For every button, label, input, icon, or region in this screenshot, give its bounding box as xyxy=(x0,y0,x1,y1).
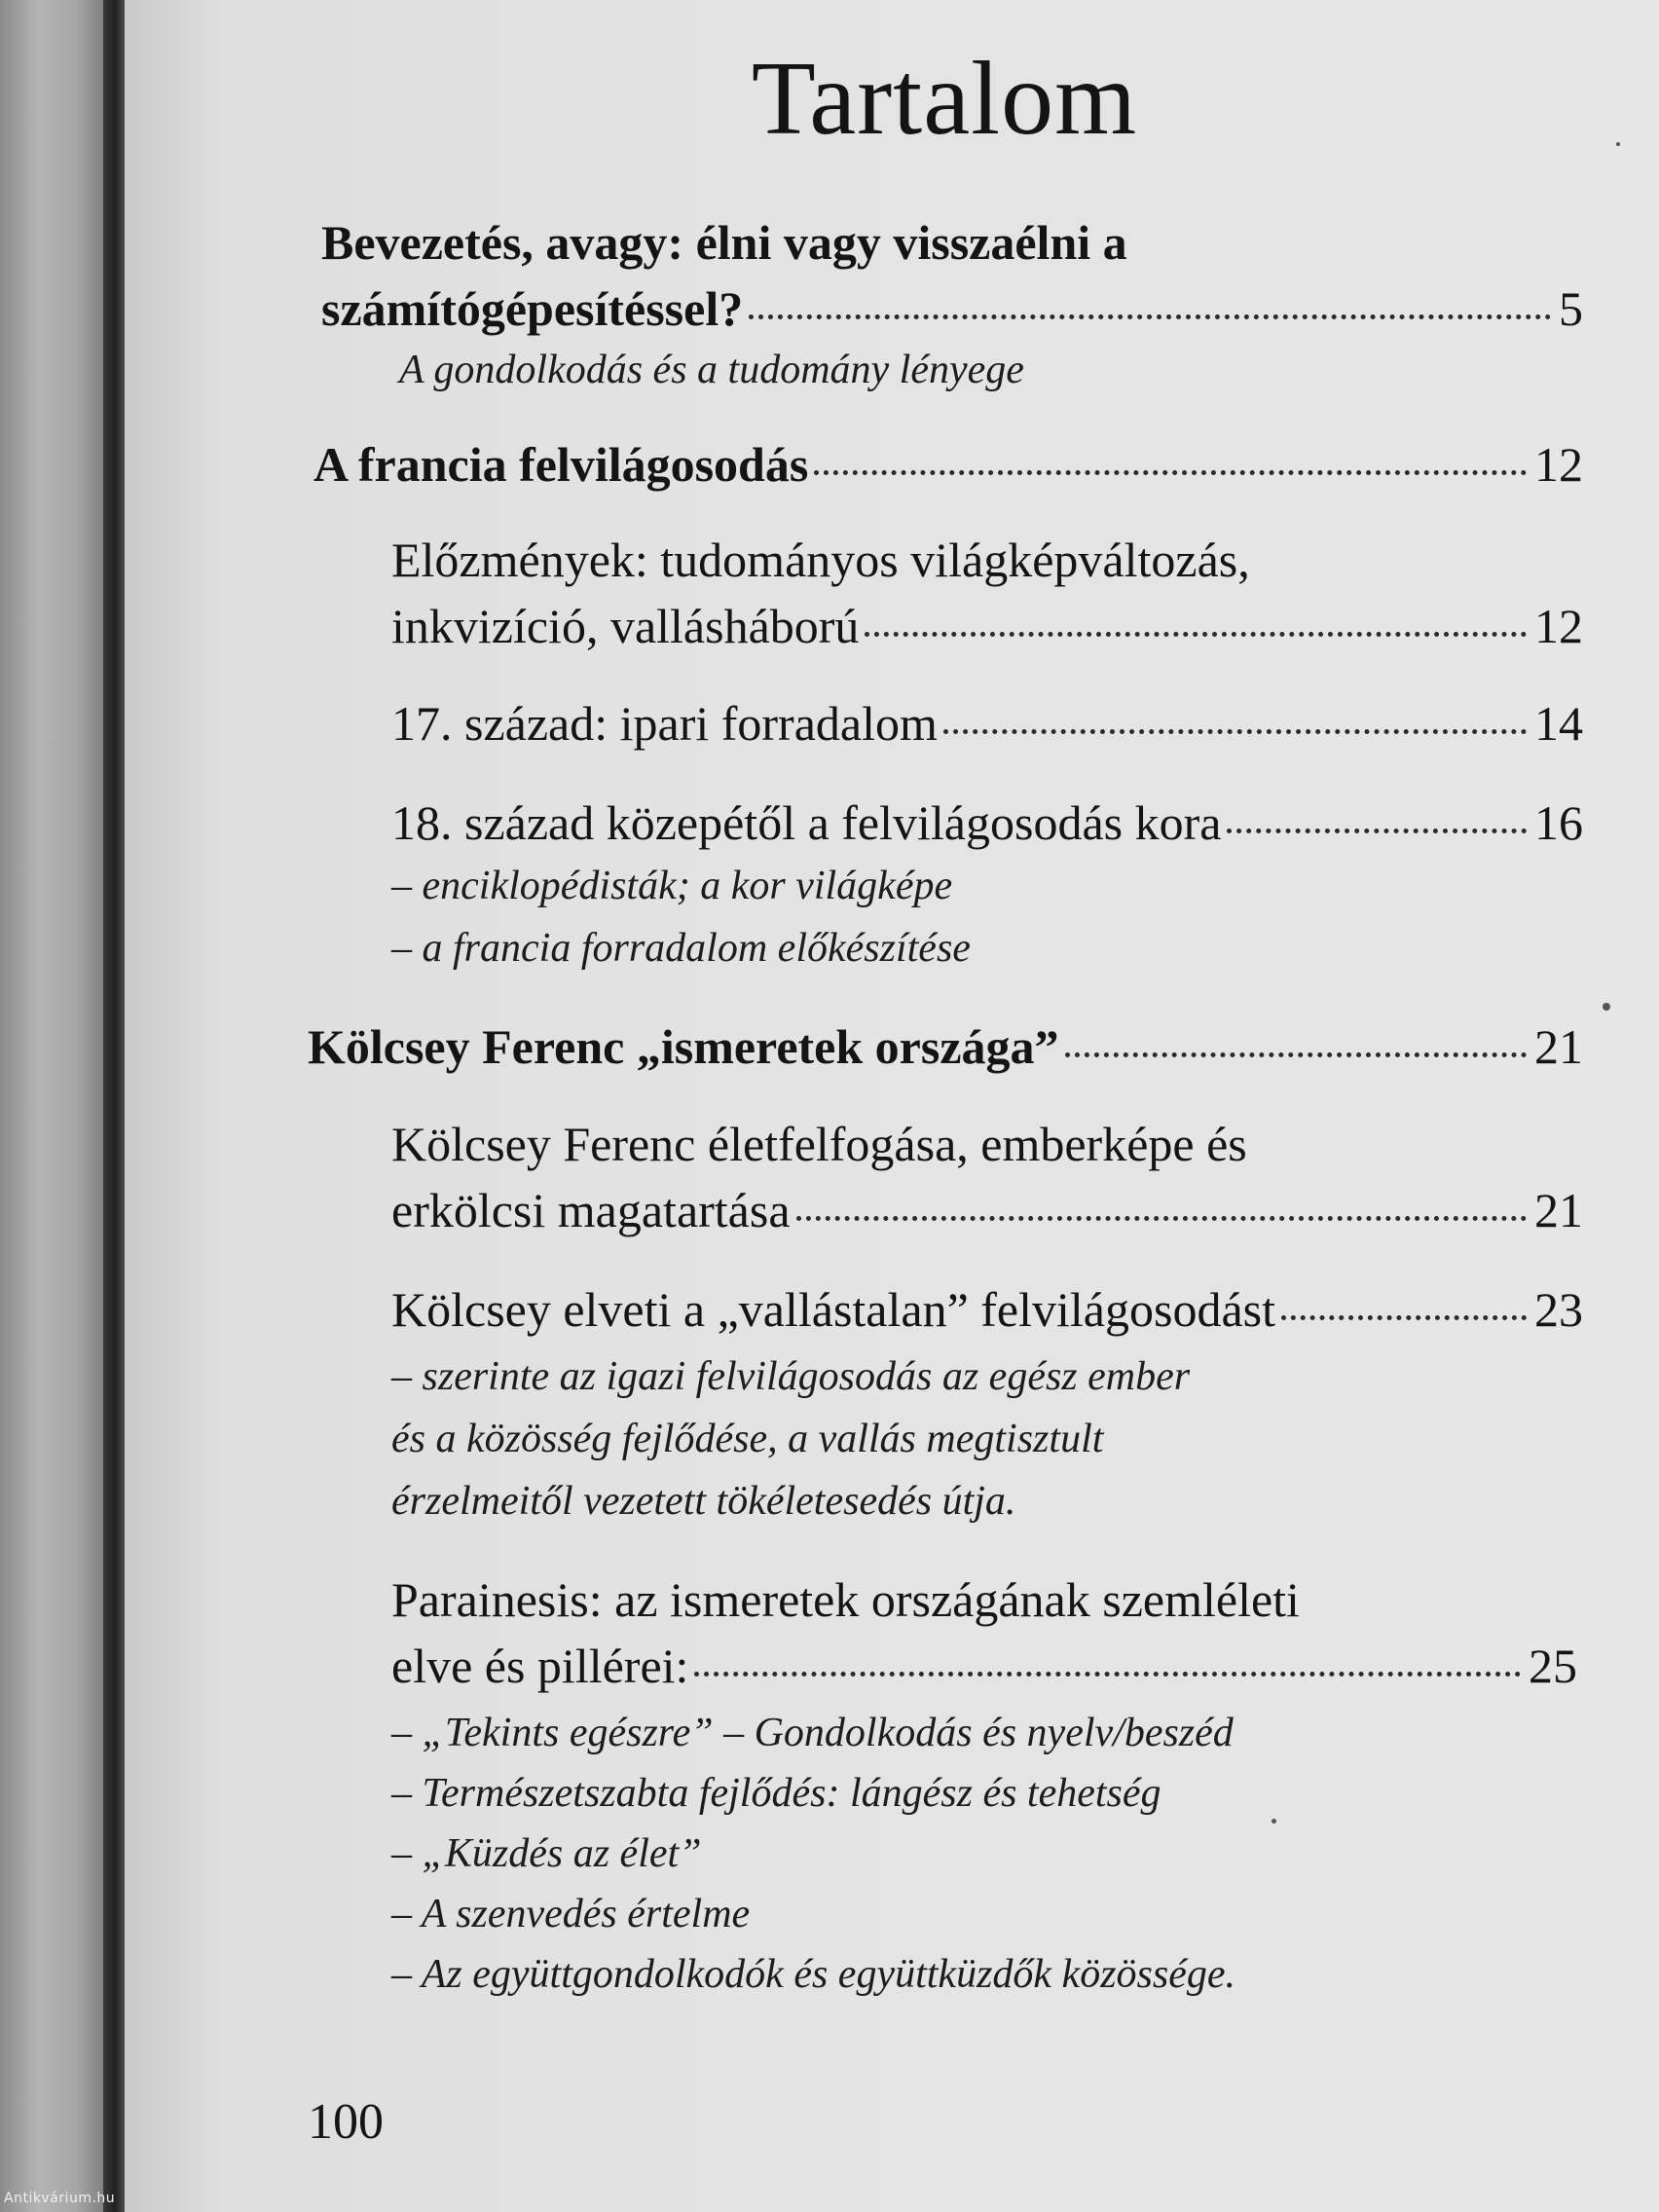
page-title: Tartalom xyxy=(751,41,1138,157)
dot-leader xyxy=(749,314,1551,319)
paper-speck xyxy=(1616,142,1620,146)
toc-ch2-s2-page: 14 xyxy=(1534,696,1583,751)
dot-leader xyxy=(814,470,1527,475)
toc-ch1-page: 5 xyxy=(1559,281,1583,336)
toc-ch1-title-line2: számítógépesítéssel? xyxy=(321,281,744,336)
dot-leader xyxy=(1065,1052,1527,1057)
toc-ch3-title: Kölcsey Ferenc „ismeretek országa” xyxy=(308,1019,1059,1074)
book-spine xyxy=(0,0,109,2212)
dot-leader xyxy=(865,632,1527,637)
dot-leader xyxy=(796,1216,1527,1221)
toc-ch3-s3-line2: elve és pillérei: xyxy=(391,1639,689,1693)
toc-ch3-s1-line2: erkölcsi magatartása xyxy=(391,1183,791,1237)
toc-ch3-s2-title: Kölcsey elveti a „vallástalan” felvilágosodást xyxy=(391,1282,1275,1337)
page-number: 100 xyxy=(308,2094,384,2150)
toc-ch1-entry[interactable] xyxy=(321,280,1583,347)
toc-ch3-s3-entry[interactable] xyxy=(391,1638,1577,1704)
dot-leader xyxy=(943,729,1527,734)
toc-ch2-s1-line2: inkvizíció, vallásháború xyxy=(391,599,860,653)
toc-ch2-entry[interactable] xyxy=(313,436,1583,502)
paper-speck xyxy=(1603,1003,1610,1011)
toc-ch2-s2-entry[interactable] xyxy=(391,695,1583,761)
toc-ch2-s1-line1: Előzmények: tudományos világképváltozás, xyxy=(391,533,1250,587)
toc-ch3-s3-note2: – Természetszabta fejlődés: lángész és tehetség xyxy=(391,1771,1161,1816)
toc-ch2-s3-entry[interactable] xyxy=(391,794,1583,861)
toc-ch3-s1-page: 21 xyxy=(1534,1183,1583,1237)
dot-leader xyxy=(1281,1315,1527,1320)
dot-leader xyxy=(694,1672,1521,1677)
watermark-text: Antikvárium.hu xyxy=(4,2191,116,2206)
toc-ch2-s3-note2: – a francia forradalom előkészítése xyxy=(391,926,971,971)
paper-speck xyxy=(1272,1819,1276,1824)
toc-ch2-title: A francia felvilágosodás xyxy=(313,437,809,492)
toc-ch3-s3-line1: Parainesis: az ismeretek országának szemléleti xyxy=(391,1572,1300,1627)
toc-ch3-s2-entry[interactable] xyxy=(391,1281,1583,1347)
dot-leader xyxy=(1227,829,1527,833)
toc-ch3-s3-page: 25 xyxy=(1529,1639,1577,1693)
toc-ch3-s1-line1: Kölcsey Ferenc életfelfogása, emberképe és xyxy=(391,1117,1247,1171)
toc-ch1-title-line1: Bevezetés, avagy: élni vagy visszaélni a xyxy=(321,215,1127,270)
toc-ch3-s2-note1: – szerinte az igazi felvilágosodás az egész ember xyxy=(391,1354,1191,1399)
toc-ch2-s1-entry[interactable] xyxy=(391,598,1583,664)
toc-ch2-s3-title: 18. század közepétől a felvilágosodás kora xyxy=(391,795,1222,850)
toc-ch1-subtitle: A gondolkodás és a tudomány lényege xyxy=(399,348,1024,392)
toc-ch2-s1-page: 12 xyxy=(1534,599,1583,653)
toc-ch3-s2-page: 23 xyxy=(1534,1282,1583,1337)
toc-ch3-s3-note4: – A szenvedés értelme xyxy=(391,1892,751,1936)
toc-ch3-s3-note3: – „Küzdés az élet” xyxy=(391,1831,702,1876)
toc-ch3-s1-entry[interactable] xyxy=(391,1182,1583,1248)
toc-ch2-s3-page: 16 xyxy=(1534,795,1583,850)
toc-ch2-s2-title: 17. század: ipari forradalom xyxy=(391,696,938,751)
toc-ch2-s3-note1: – enciklopédisták; a kor világképe xyxy=(391,864,953,908)
toc-ch3-s2-note2: és a közösség fejlődése, a vallás megtisztult xyxy=(391,1417,1104,1461)
page-edge-shadow xyxy=(103,0,125,2212)
toc-ch3-entry[interactable] xyxy=(308,1018,1583,1085)
toc-ch3-s2-note3: érzelmeitől vezetett tökéletesedés útja. xyxy=(391,1479,1016,1524)
toc-ch3-page: 21 xyxy=(1534,1019,1583,1074)
toc-ch3-s3-note1: – „Tekints egészre” – Gondolkodás és nyelv/beszéd xyxy=(391,1711,1234,1755)
toc-ch2-page: 12 xyxy=(1534,437,1583,492)
toc-ch3-s3-note5: – Az együttgondolkodók és együttküzdők közössége. xyxy=(391,1952,1236,1997)
